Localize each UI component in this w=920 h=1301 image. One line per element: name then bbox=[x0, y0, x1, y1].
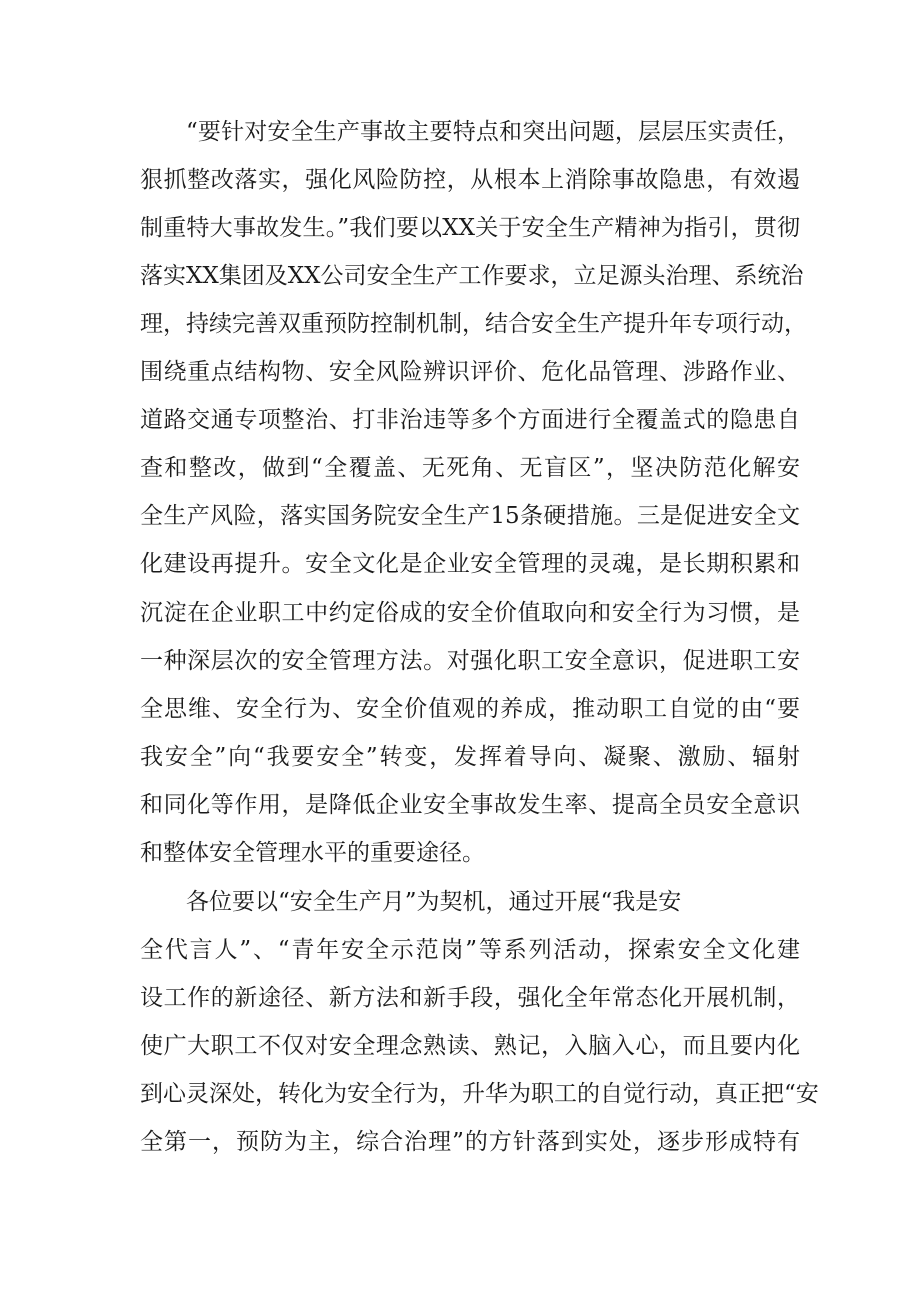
paragraph-2-line-4: 使广大职工不仅对安全理念熟读、熟记，入脑入心，而且要内化 bbox=[140, 1033, 800, 1059]
paragraph-1-line-3: 制重特大事故发生。”我们要以XX关于安全生产精神为指引，贯彻 bbox=[140, 215, 800, 241]
paragraph-2-line-1: 各位要以“安全生产月”为契机，通过开展“我是安 bbox=[186, 889, 682, 915]
paragraph-2-line-3: 设工作的新途径、新方法和新手段，强化全年常态化开展机制， bbox=[140, 985, 800, 1011]
paragraph-1-line-16: 和整体安全管理水平的重要途径。 bbox=[140, 840, 485, 866]
paragraph-1-line-5: 理，持续完善双重预防控制机制，结合安全生产提升年专项行动， bbox=[140, 311, 807, 337]
paragraph-1-line-2: 狠抓整改落实，强化风险防控，从根本上消除事故隐患，有效遏 bbox=[140, 167, 800, 193]
paragraph-1-line-14: 我安全”向“我要安全”转变，发挥着导向、凝聚、激励、辐射 bbox=[140, 744, 800, 770]
paragraph-1-line-4: 落实XX集团及XX公司安全生产工作要求，立足源头治理、系统治 bbox=[140, 263, 804, 289]
paragraph-2-line-2: 全代言人”、“青年安全示范岗”等系列活动，探索安全文化建 bbox=[140, 937, 800, 963]
paragraph-1-line-9: 全生产风险，落实国务院安全生产15条硬措施。三是促进安全文 bbox=[140, 503, 800, 529]
paragraph-1-line-1: “要针对安全生产事故主要特点和突出问题，层层压实责任， bbox=[186, 119, 800, 145]
paragraph-1-line-10: 化建设再提升。安全文化是企业安全管理的灵魂，是长期积累和 bbox=[140, 551, 800, 577]
paragraph-2-line-6: 全第一，预防为主，综合治理”的方针落到实处，逐步形成特有 bbox=[140, 1129, 800, 1155]
paragraph-1-line-15: 和同化等作用，是降低企业安全事故发生率、提高全员安全意识 bbox=[140, 792, 800, 818]
paragraph-1-line-6: 围绕重点结构物、安全风险辨识评价、危化品管理、涉路作业、 bbox=[140, 359, 800, 385]
paragraph-1-line-12: 一种深层次的安全管理方法。对强化职工安全意识，促进职工安 bbox=[140, 648, 800, 674]
paragraph-1-line-8: 查和整改，做到“全覆盖、无死角、无盲区”，坚决防范化解安 bbox=[140, 455, 800, 481]
paragraph-2-line-5: 到心灵深处，转化为安全行为，升华为职工的自觉行动，真正把“安 bbox=[140, 1081, 819, 1107]
paragraph-1-line-7: 道路交通专项整治、打非治违等多个方面进行全覆盖式的隐患自 bbox=[140, 407, 800, 433]
paragraph-1-line-11: 沉淀在企业职工中约定俗成的安全价值取向和安全行为习惯，是 bbox=[140, 600, 800, 626]
paragraph-1-line-13: 全思维、安全行为、安全价值观的养成，推动职工自觉的由“要 bbox=[140, 696, 800, 722]
